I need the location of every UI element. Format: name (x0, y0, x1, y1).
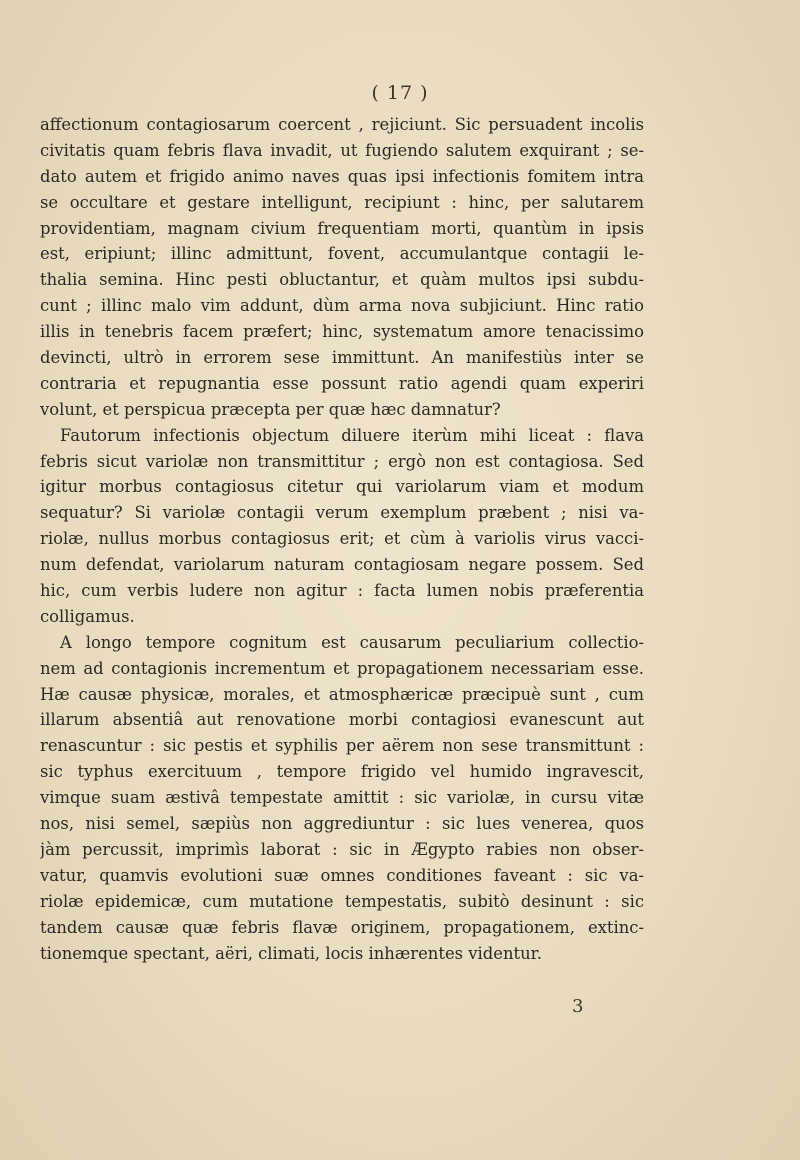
signature-mark: 3 (572, 996, 584, 1017)
text-line: Fautorum infectionis objectum diluere iterùm mihi liceat : flava (60, 425, 644, 445)
text-line: colligamus. (40, 606, 135, 626)
text-line: devincti, ultrò in errorem sese immittunt. An manifestiùs inter se (40, 348, 644, 368)
text-line: febris sicut variolæ non transmittitur ; ergò non est contagiosa. Sed (40, 451, 644, 471)
text-line: tionemque spectant, aëri, climati, locis inhærentes videntur. (40, 943, 542, 963)
text-line: jàm percussit, imprimìs laborat : sic in Ægypto rabies non obser- (40, 839, 644, 859)
text-line: Hæ causæ physicæ, morales, et atmosphæricæ præcipuè sunt , cum (40, 684, 644, 704)
text-line: nem ad contagionis incrementum et propagationem necessariam esse. (40, 658, 644, 678)
text-line: igitur morbus contagiosus citetur qui variolarum viam et modum (40, 477, 644, 497)
text-line: vatur, quamvis evolutioni suæ omnes conditiones faveant : sic va- (40, 865, 644, 885)
text-line: se occultare et gestare intelligunt, recipiunt : hinc, per salutarem (40, 192, 644, 212)
text-line: tandem causæ quæ febris flavæ originem, propagationem, extinc- (40, 917, 644, 937)
text-line: dato autem et frigido animo naves quas ipsi infectionis fomitem intra (40, 166, 644, 186)
text-line: nos, nisi semel, sæpiùs non aggrediuntur : sic lues venerea, quos (40, 814, 644, 834)
text-line: sic typhus exercituum , tempore frigido vel humido ingravescit, (40, 762, 644, 782)
body-text (40, 112, 644, 966)
text-line: hic, cum verbis ludere non agitur : facta lumen nobis præferentia (40, 581, 644, 601)
text-line: est, eripiunt; illinc admittunt, fovent, accumulantque contagii le- (40, 244, 644, 264)
text-line: A longo tempore cognitum est causarum peculiarium collectio- (60, 632, 644, 652)
text-line: thalia semina. Hinc pesti obluctantur, et quàm multos ipsi subdu- (40, 270, 644, 290)
text-line: vimque suam æstivâ tempestate amittit : sic variolæ, in cursu vitæ (40, 788, 644, 808)
text-line: affectionum contagiosarum coercent , rejiciunt. Sic persuadent incolis (40, 115, 644, 134)
text-line: num defendat, variolarum naturam contagiosam negare possem. Sed (40, 555, 644, 575)
text-line: sequatur? Si variolæ contagii verum exemplum præbent ; nisi va- (40, 503, 644, 523)
text-line: riolæ, nullus morbus contagiosus erit; et cùm à variolis virus vacci- (40, 529, 644, 549)
text-line: cunt ; illinc malo vim addunt, dùm arma nova subjiciunt. Hinc ratio (40, 296, 644, 316)
text-line: illis in tenebris facem præfert; hinc, systematum amore tenacissimo (40, 322, 644, 342)
page-number: ( 17 ) (371, 82, 429, 104)
text-line: illarum absentiâ aut renovatione morbi contagiosi evanescunt aut (40, 710, 644, 730)
text-line: civitatis quam febris flava invadit, ut fugiendo salutem exquirant ; se- (40, 140, 644, 160)
text-line: renascuntur : sic pestis et syphilis per aërem non sese transmittunt : (40, 736, 644, 756)
text-line: contraria et repugnantia esse possunt ratio agendi quam experiri (40, 373, 644, 393)
text-line: providentiam, magnam civium frequentiam morti, quantùm in ipsis (40, 218, 644, 238)
text-line: volunt, et perspicua præcepta per quæ hæc damnatur? (40, 399, 501, 419)
text-line: riolæ epidemicæ, cum mutatione tempestatis, subitò desinunt : sic (40, 891, 644, 911)
